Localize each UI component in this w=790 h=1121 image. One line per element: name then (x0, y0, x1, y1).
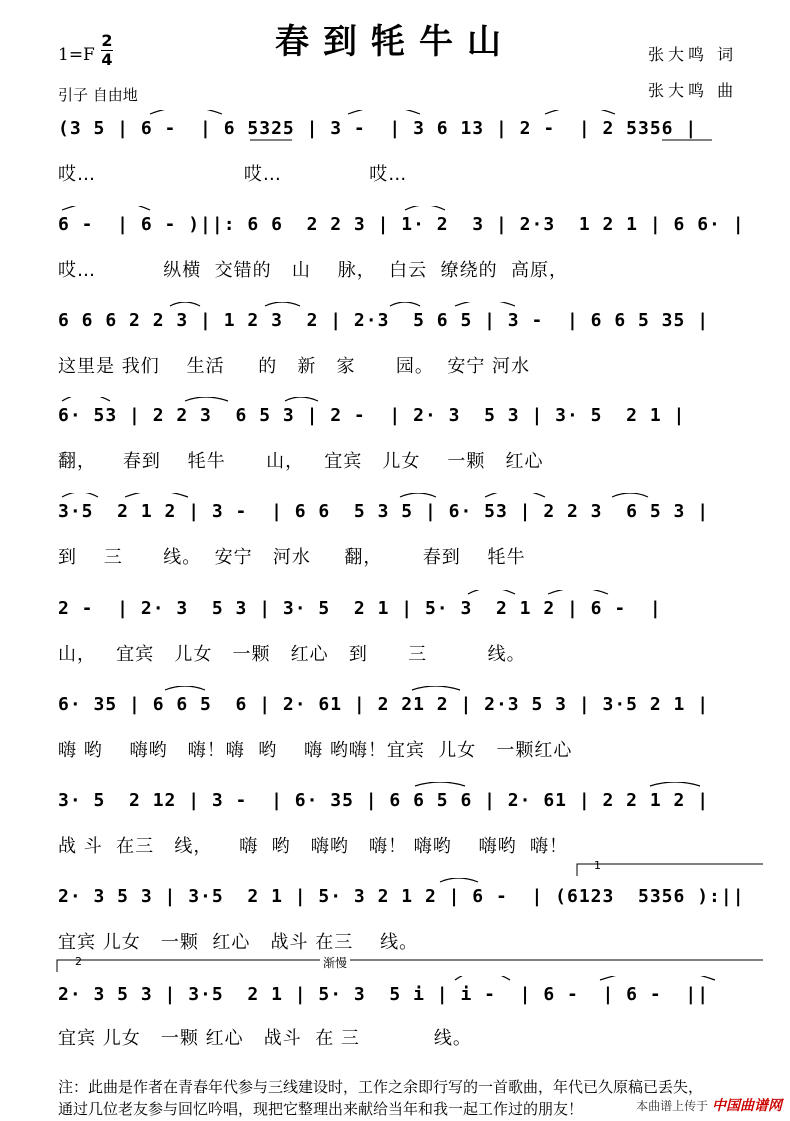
slur-marks (0, 590, 790, 626)
tempo-marking: 渐慢 (320, 954, 350, 971)
notes-line: 6 - | 6 - )||: 6 6 2 2 3 | 1· 2 3 | 2·3 1 2 1 | 6 6· | (58, 214, 745, 235)
notes-line: 6· 35 | 6 6 5 6 | 2· 61 | 2 21 2 | 2·3 5 3 | 3·5 2 1 | (58, 694, 710, 715)
time-signature (101, 32, 113, 69)
volta-1-bracket (575, 858, 765, 878)
notes-line: 6 6 6 2 2 3 | 1 2 3 2 | 2·3 5 6 5 | 3 - | 6 6 5 35 | (58, 310, 710, 331)
volta-2-bracket (55, 954, 765, 974)
notes-line: 3· 5 2 12 | 3 - | 6· 35 | 6 6 5 6 | 2· 61 | 2 2 1 2 | (58, 790, 710, 811)
footnote-line-2: 通过几位老友参与回忆吟唱，现把它整理出来献给当年和我一起工作过的朋友！ (58, 1100, 584, 1118)
volta-2-label: 2 (75, 955, 82, 968)
slur-marks (0, 782, 790, 818)
slur-marks (0, 302, 790, 338)
time-signature-bottom: 4 (101, 50, 113, 69)
time-signature-top: 2 (101, 31, 113, 50)
notes-line: 2 - | 2· 3 5 3 | 3· 5 2 1 | 5· 3 2 1 2 | 6 - | (58, 598, 662, 619)
lyrics-line: 翻， 春到 牦牛 山， 宜宾 儿女 一颗 红心 (58, 451, 544, 472)
volta-1-label: 1 (594, 859, 601, 872)
slur-marks (0, 397, 790, 433)
site-watermark (636, 1095, 782, 1115)
lyrics-line: 哎… 哎… 哎… (58, 164, 408, 185)
notes-line: 3·5 2 1 2 | 3 - | 6 6 5 3 5 | 6· 53 | 2 2 3 6 5 3 | (58, 501, 710, 522)
lyrics-line: 哎… 纵横 交错的 山 脉， 白云 缭绕的 高原， (58, 260, 569, 281)
lyricist-credit: 张大鸣 词 (648, 45, 738, 64)
slur-marks (0, 878, 790, 914)
watermark-uploader: 本曲谱上传于 (636, 1099, 709, 1113)
lyrics-line: 宜宾 儿女 一颗 红心 战斗 在 三 线。 (58, 1028, 472, 1049)
intro-marking: 引子 自由地 (58, 86, 138, 104)
slur-marks (0, 110, 790, 146)
notes-line: 2· 3 5 3 | 3·5 2 1 | 5· 3 2 1 2 | 6 - | (6123 5356 ):|| (58, 886, 745, 907)
slur-marks (0, 976, 790, 1012)
lyrics-line: 这里是 我们 生活 的 新 家 园。 安宁 河水 (58, 356, 531, 377)
footnote-line-1: 注：此曲是作者在青春年代参与三线建设时，工作之余即行写的一首歌曲，年代已久原稿已丢失， (58, 1078, 704, 1096)
slur-marks (0, 206, 790, 242)
song-title: 春到牦牛山 (275, 22, 515, 62)
lyrics-line: 宜宾 儿女 一颗 红心 战斗 在三 线。 (58, 932, 419, 953)
key-signature: 1=F (58, 45, 95, 65)
lyrics-line: 到 三 线。 安宁 河水 翻， 春到 牦牛 (58, 547, 526, 568)
notes-line: 2· 3 5 3 | 3·5 2 1 | 5· 3 5 i | i - | 6 - | 6 - || (58, 984, 710, 1005)
lyrics-line: 嗨 哟 嗨哟 嗨！嗨 哟 嗨 哟嗨！宜宾 儿女 一颗红心 (58, 740, 573, 761)
notes-line: (3 5 | 6 - | 6 5325 | 3 - | 3 6 13 | 2 - | 2 5356 | (58, 118, 698, 139)
slur-marks (0, 686, 790, 722)
notes-line: 6· 53 | 2 2 3 6 5 3 | 2 - | 2· 3 5 3 | 3· 5 2 1 | (58, 405, 686, 426)
slur-marks (0, 493, 790, 529)
composer-credit: 张大鸣 曲 (648, 81, 738, 100)
lyrics-line: 战 斗 在三 线， 嗨 哟 嗨哟 嗨！ 嗨哟 嗨哟 嗨！ (58, 836, 569, 857)
watermark-site: 中国曲谱网 (712, 1098, 782, 1114)
lyrics-line: 山， 宜宾 儿女 一颗 红心 到 三 线。 (58, 644, 526, 665)
